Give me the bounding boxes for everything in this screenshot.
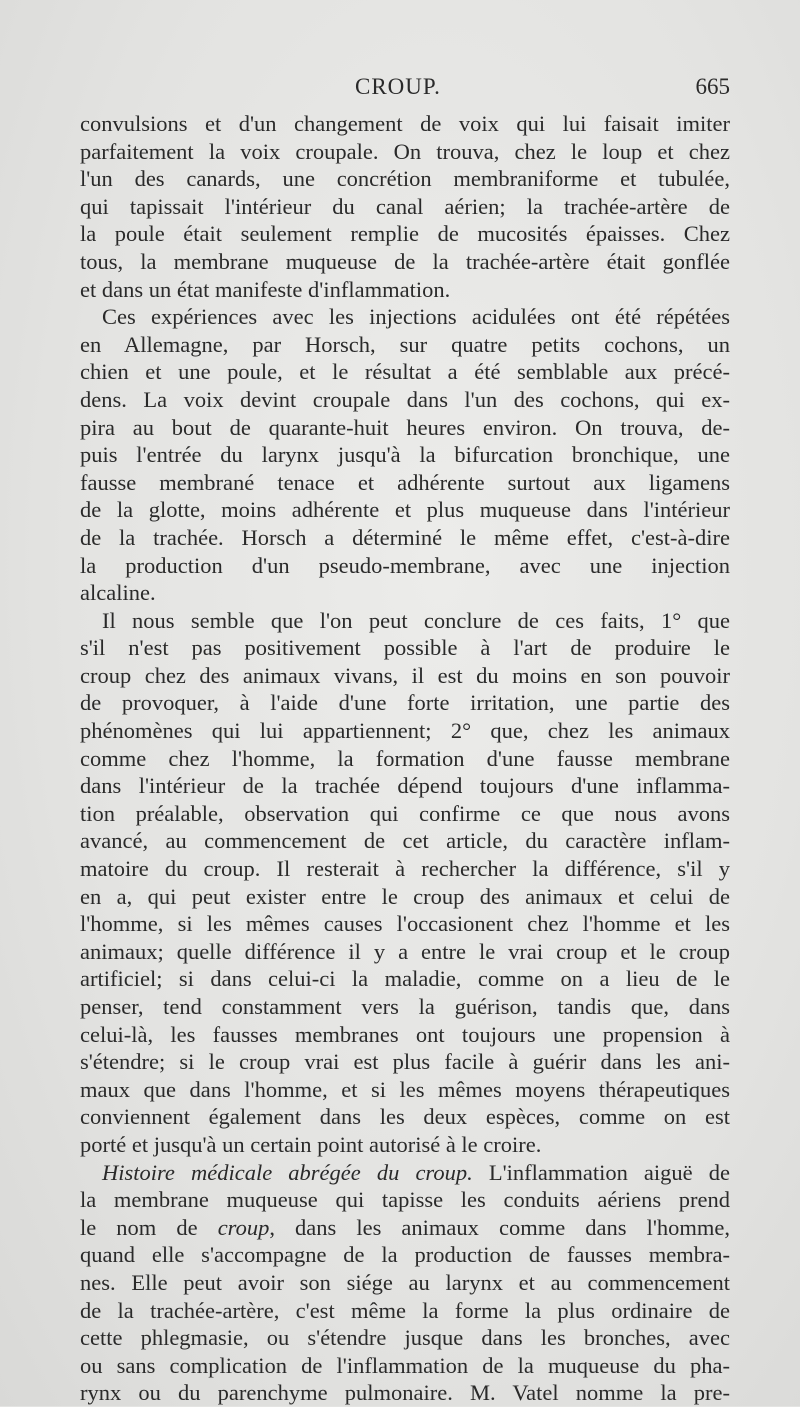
italic-term: croup bbox=[217, 1214, 270, 1240]
text-line: de la trachée-artère, c'est même la forme la plus ordinaire de bbox=[80, 1297, 730, 1323]
text-line: puis l'entrée du larynx jusqu'à la bifurcation bronchique, une bbox=[80, 442, 730, 468]
text-line: fausse membrané tenace et adhérente surtout aux ligamens bbox=[80, 469, 730, 495]
text-line: rynx ou du parenchyme pulmonaire. M. Vatel nomme la pre- bbox=[80, 1380, 730, 1406]
text-run: le nom de bbox=[80, 1214, 218, 1240]
text-line: chien et une poule, et le résultat a été semblable aux précé- bbox=[80, 359, 730, 385]
page-number: 665 bbox=[695, 74, 730, 99]
text-line: penser, tend constamment vers la guérison, tandis que, dans bbox=[80, 994, 730, 1019]
text-line: matoire du croup. Il resterait à rechercher la différence, s'il y bbox=[80, 856, 730, 882]
text-line: l'homme, si les mêmes causes l'occasionent chez l'homme et les bbox=[80, 911, 730, 937]
text-line: comme chez l'homme, la formation d'une fausse membrane bbox=[80, 745, 730, 771]
text-line: en a, qui peut exister entre le croup des animaux et celui de bbox=[80, 883, 730, 909]
text-line: croup chez des animaux vivans, il est du moins en son pouvoir bbox=[80, 662, 730, 688]
text-line: l'un des canards, une concrétion membraniforme et tubulée, bbox=[80, 166, 730, 192]
text-line: dens. La voix devint croupale dans l'un des cochons, qui ex- bbox=[80, 386, 730, 412]
text-line: et dans un état manifeste d'inflammation. bbox=[80, 276, 451, 302]
text-line bbox=[80, 1214, 730, 1242]
paragraph bbox=[80, 110, 730, 303]
text-line: tion préalable, observation qui confirme ce que nous avons bbox=[80, 800, 730, 826]
body-text bbox=[80, 110, 730, 1407]
text-line: de la trachée. Horsch a déterminé le même effet, c'est-à-dire bbox=[80, 524, 730, 550]
text-line: la poule était seulement remplie de mucosités épaisses. Chez bbox=[80, 221, 730, 247]
text-line: s'il n'est pas positivement possible à l'art de produire le bbox=[80, 635, 730, 661]
text-line: s'étendre; si le croup vrai est plus facile à guérir dans les ani- bbox=[80, 1049, 730, 1075]
text-line: la production d'un pseudo-membrane, avec une injection bbox=[80, 552, 730, 578]
text-line: animaux; quelle différence il y a entre le vrai croup et le croup bbox=[80, 938, 730, 964]
text-line: tous, la membrane muqueuse de la trachée-artère était gonflée bbox=[80, 248, 730, 274]
text-line: celui-là, les fausses membranes ont toujours une propension à bbox=[80, 1021, 730, 1047]
text-line: la membrane muqueuse qui tapisse les conduits aériens prend bbox=[80, 1187, 730, 1213]
text-line: de provoquer, à l'aide d'une forte irritation, une partie des bbox=[80, 690, 730, 716]
text-line: cette phlegmasie, ou s'étendre jusque dans les bronches, avec bbox=[80, 1325, 730, 1351]
text-line: parfaitement la voix croupale. On trouva, chez le loup et chez bbox=[80, 138, 730, 164]
paragraph bbox=[80, 303, 730, 607]
text-run: L'inflammation aiguë de bbox=[472, 1159, 730, 1185]
text-line: conviennent également dans les deux espèces, comme on est bbox=[80, 1104, 730, 1130]
text-line: en Allemagne, par Horsch, sur quatre petits cochons, un bbox=[80, 331, 730, 357]
text-line: pira au bout de quarante-huit heures environ. On trouva, de- bbox=[80, 414, 730, 440]
text-line: porté et jusqu'à un certain point autorisé à le croire. bbox=[80, 1131, 542, 1157]
text-line: phénomènes qui lui appartiennent; 2° que, chez les animaux bbox=[80, 718, 730, 744]
text-line: qui tapissait l'intérieur du canal aérien; la trachée-artère de bbox=[80, 193, 730, 219]
text-line: de la glotte, moins adhérente et plus muqueuse dans l'intérieur bbox=[80, 497, 730, 523]
text-run: , dans les animaux comme dans l'homme, bbox=[269, 1214, 730, 1240]
text-line: dans l'intérieur de la trachée dépend toujours d'une inflamma- bbox=[80, 773, 730, 799]
text-line: Ces expériences avec les injections acidulées ont été répétées bbox=[102, 304, 730, 330]
page-header bbox=[80, 74, 730, 108]
section-title-italic: Histoire médicale abrégée du croup. bbox=[102, 1159, 473, 1185]
text-line: ou sans complication de l'inflammation de la muqueuse du pha- bbox=[80, 1352, 730, 1378]
text-line: nes. Elle peut avoir son siége au larynx et au commencement bbox=[80, 1269, 730, 1295]
paragraph bbox=[80, 1159, 730, 1407]
text-line: convulsions et d'un changement de voix qui lui faisait imiter bbox=[80, 111, 730, 136]
text-line: avancé, au commencement de cet article, du caractère inflam- bbox=[80, 828, 730, 854]
text-line: artificiel; si dans celui-ci la maladie, comme on a lieu de le bbox=[80, 966, 730, 992]
text-line: maux que dans l'homme, et si les mêmes moyens thérapeutiques bbox=[80, 1076, 730, 1102]
text-line: Il nous semble que l'on peut conclure de ces faits, 1° que bbox=[102, 607, 730, 633]
text-line bbox=[80, 1159, 730, 1187]
text-line: quand elle s'accompagne de la production de fausses membra- bbox=[80, 1242, 730, 1268]
running-head: CROUP. bbox=[355, 74, 441, 99]
paragraph bbox=[80, 607, 730, 1159]
text-line: alcaline. bbox=[80, 580, 156, 606]
